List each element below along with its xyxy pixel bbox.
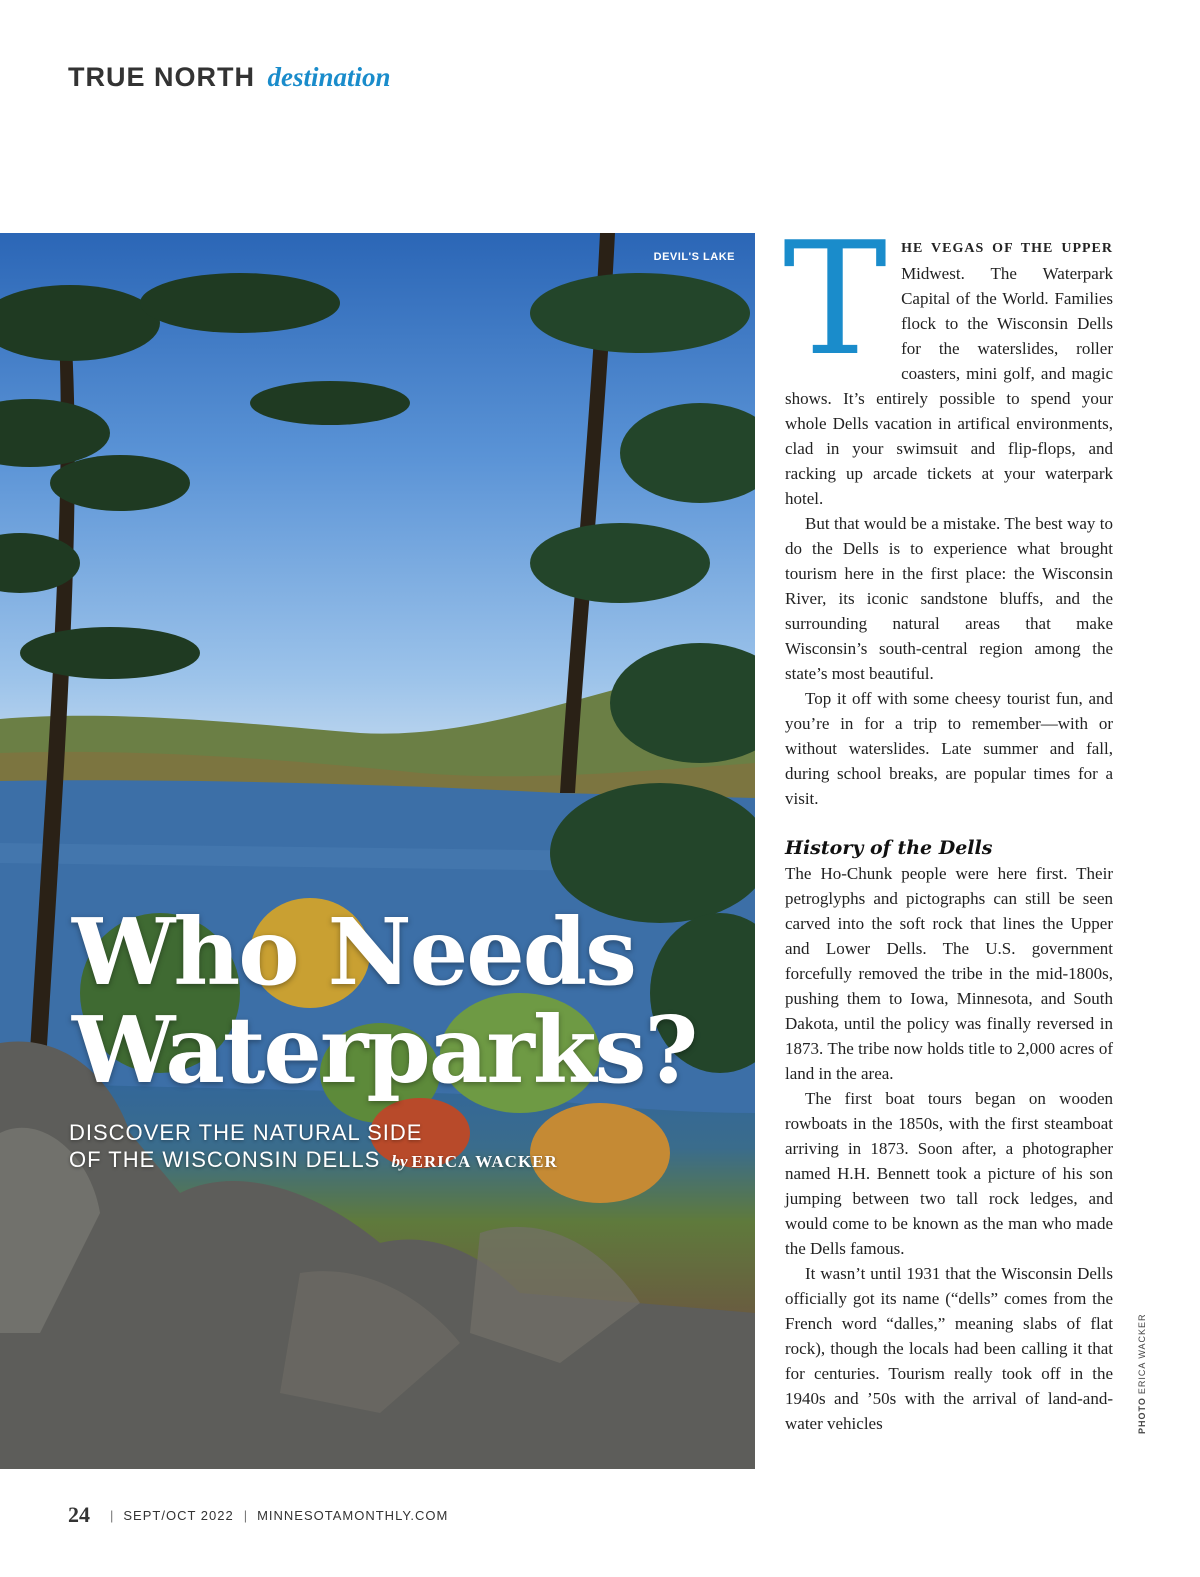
photo-credit-label: PHOTO (1137, 1397, 1147, 1434)
article-paragraph: The first boat tours began on wooden rowboats in the 1850s, with the first steamboat arriving in 1873. Soon after, a photographer named H.H. Bennett took a picture of his son jumping between two tall rock ledges, and would come to be known as the man who made the Dells famous. (785, 1089, 1113, 1258)
issue-date: SEPT/OCT 2022 (123, 1507, 234, 1523)
photo-caption: DEVIL'S LAKE (653, 251, 735, 263)
article-title-line-1: Who Needs (72, 898, 635, 1006)
paragraph-1-text: Midwest. The Waterpark Capital of the World. Families flock to the Wisconsin Dells for the waterslides, roller coasters, mini golf, and magic shows. It’s entirely possible to spend your whole Dells vacation in artifical environments, clad in your swimsuit and flip-flops, and racking up arcade tickets at your waterpark hotel. (785, 264, 1113, 508)
footer-divider: | (110, 1507, 114, 1523)
article-paragraph: It wasn’t until 1931 that the Wisconsin Dells officially got its name (“dells” comes from the French word “dalles,” meaning slabs of flat rock), though the locals had been calling it that for centuries. Tourism really took off in the 1940s and ’50s with the arrival of land-and-water vehicles (785, 1264, 1113, 1433)
article-paragraph: Top it off with some cheesy tourist fun, and you’re in for a trip to remember—with or without waterslides. Late summer and fall, during school breaks, are popular times for a visit. (785, 689, 1113, 808)
page-number: 24 (68, 1502, 90, 1527)
byline-author: ERICA WACKER (411, 1152, 558, 1171)
section-subhead: History of the Dells (785, 837, 993, 859)
drop-cap: T (783, 208, 888, 390)
article-deck-line-2: OF THE WISCONSIN DELLS (69, 1147, 381, 1172)
footer-divider: | (243, 1507, 248, 1523)
article-body (783, 208, 1113, 1436)
section-header (68, 62, 391, 93)
article-deck (69, 1119, 558, 1175)
article-paragraph: But that would be a mistake. The best way to do the Dells is to experience what brought tourism here in the first place: the Wisconsin River, its iconic sandstone bluffs, and the surrounding natural areas that make Wisconsin’s south-central region among the state’s most beautiful. (785, 514, 1113, 683)
article-deck-line-1: DISCOVER THE NATURAL SIDE (69, 1120, 423, 1145)
article-paragraph: The Ho-Chunk people were here first. Their petroglyphs and pictographs can still be seen carved into the soft rock that lines the Upper and Lower Dells. The U.S. government forcefully removed the tribe in the mid-1800s, pushing them to Iowa, Minnesota, and South Dakota, until the policy was finally reversed in 1873. The tribe now holds title to 2,000 acres of land in the area. (785, 864, 1113, 1083)
website-url: MINNESOTAMONTHLY.COM (257, 1507, 449, 1523)
section-name: TRUE NORTH (68, 62, 255, 92)
byline (391, 1152, 557, 1171)
page-footer (68, 1502, 448, 1528)
photo-credit (1137, 1313, 1157, 1434)
lake-landscape-illustration (0, 233, 755, 1469)
article-title (72, 898, 697, 1104)
article-title-line-2: Waterparks? (72, 996, 697, 1104)
lead-in-caps: HE VEGAS OF THE UPPER (901, 241, 1113, 256)
byline-prefix: by (391, 1152, 408, 1171)
section-subname: destination (267, 62, 391, 92)
hero-photo (0, 233, 755, 1469)
photo-credit-name: ERICA WACKER (1137, 1313, 1147, 1395)
